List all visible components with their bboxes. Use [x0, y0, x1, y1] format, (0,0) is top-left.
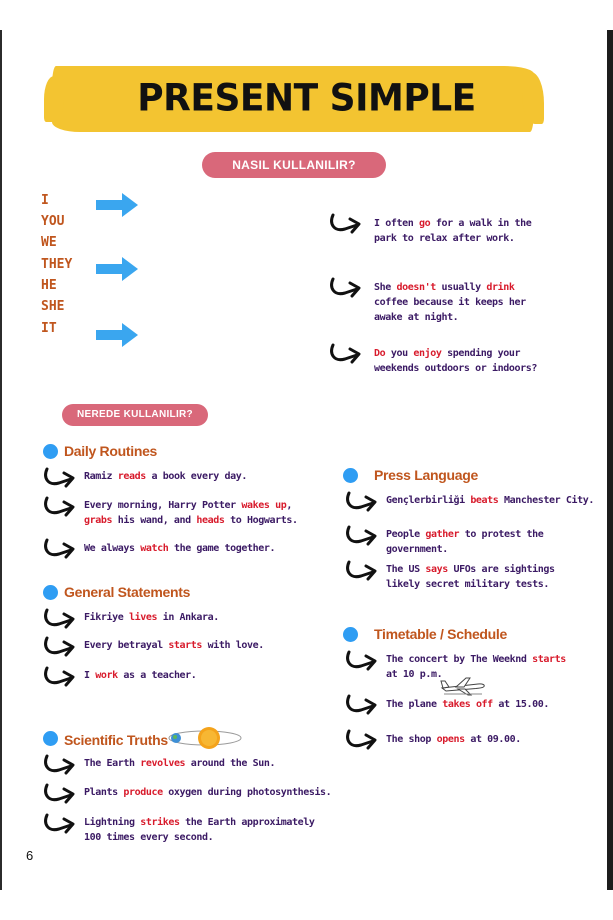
blue-arrow-icon — [96, 322, 138, 348]
usage-sentence-3: Do you enjoy spending your weekends outdoors or indoors? — [374, 348, 537, 374]
example-sentence: We always watch the game together. — [84, 543, 276, 554]
example-sentence: I work as a teacher. — [84, 670, 197, 681]
solar-system-icon — [165, 724, 243, 752]
usage-sentence-2: She doesn't usually drink coffee because it keeps her awake at night. — [374, 282, 526, 323]
curved-arrow-icon — [344, 693, 378, 715]
curved-arrow-icon — [344, 524, 378, 546]
example-sentence: The concert by The Weeknd starts at 10 p.m. — [386, 654, 566, 680]
example-sentence: The plane takes off at 15.00. — [386, 699, 550, 710]
pronoun-he: HE — [41, 278, 57, 293]
blue-arrow-icon — [96, 192, 138, 218]
airplane-icon — [440, 676, 486, 696]
page-edge-right — [607, 30, 613, 890]
example-sentence: Lightning strikes the Earth approximately 100 times every second. — [84, 817, 315, 843]
example-sentence: Plants produce oxygen during photosynthesis. — [84, 787, 332, 798]
example-sentence: The US says UFOs are sightings likely secret military tests. — [386, 564, 555, 590]
pronoun-you: YOU — [41, 214, 65, 229]
usage-sentence-1: I often go for a walk in the park to relax after work. — [374, 218, 532, 244]
bullet-dot — [43, 731, 58, 746]
curved-arrow-icon — [344, 559, 378, 581]
bullet-dot — [43, 585, 58, 600]
curved-arrow-icon — [328, 212, 362, 234]
section-heading-scientific-truths: Scientific Truths — [64, 732, 168, 748]
pronoun-she: SHE — [41, 299, 65, 314]
curved-arrow-icon — [344, 728, 378, 750]
section-heading-daily-routines: Daily Routines — [64, 443, 158, 459]
curved-arrow-icon — [42, 665, 76, 687]
curved-arrow-icon — [42, 753, 76, 775]
curved-arrow-icon — [344, 649, 378, 671]
curved-arrow-icon — [42, 635, 76, 657]
bullet-dot — [343, 468, 358, 483]
pronoun-it: IT — [41, 321, 57, 336]
curved-arrow-icon — [42, 812, 76, 834]
curved-arrow-icon — [42, 495, 76, 517]
example-sentence: People gather to protest the government. — [386, 529, 544, 555]
page-title: PRESENT SIMPLE — [137, 76, 476, 121]
curved-arrow-icon — [42, 607, 76, 629]
curved-arrow-icon — [328, 276, 362, 298]
curved-arrow-icon — [328, 342, 362, 364]
bullet-dot — [343, 627, 358, 642]
pronoun-they: THEY — [41, 257, 73, 272]
curved-arrow-icon — [344, 490, 378, 512]
section-heading-press-language: Press Language — [374, 467, 478, 483]
section-heading-timetable: Timetable / Schedule — [374, 626, 508, 642]
example-sentence: The Earth revolves around the Sun. — [84, 758, 276, 769]
curved-arrow-icon — [42, 537, 76, 559]
example-sentence: Fikriye lives in Ankara. — [84, 612, 219, 623]
example-sentence: Gençlerbirliği beats Manchester City. — [386, 495, 594, 506]
blue-arrow-icon — [96, 256, 138, 282]
example-sentence: The shop opens at 09.00. — [386, 734, 521, 745]
curved-arrow-icon — [42, 782, 76, 804]
section-heading-general-statements: General Statements — [64, 584, 191, 600]
bullet-dot — [43, 444, 58, 459]
example-sentence: Every betrayal starts with love. — [84, 640, 264, 651]
pronoun-we: WE — [41, 235, 57, 250]
curved-arrow-icon — [42, 466, 76, 488]
pronoun-i: I — [41, 193, 49, 208]
example-sentence: Every morning, Harry Potter wakes up, grabs his wand, and heads to Hogwarts. — [84, 500, 298, 526]
how-used-badge: NASIL KULLANILIR? — [202, 152, 386, 178]
example-sentence: Ramiz reads a book every day. — [84, 471, 248, 482]
where-used-badge: NEREDE KULLANILIR? — [62, 404, 208, 426]
page-edge-left — [0, 30, 2, 890]
page-number: 6 — [26, 848, 34, 863]
